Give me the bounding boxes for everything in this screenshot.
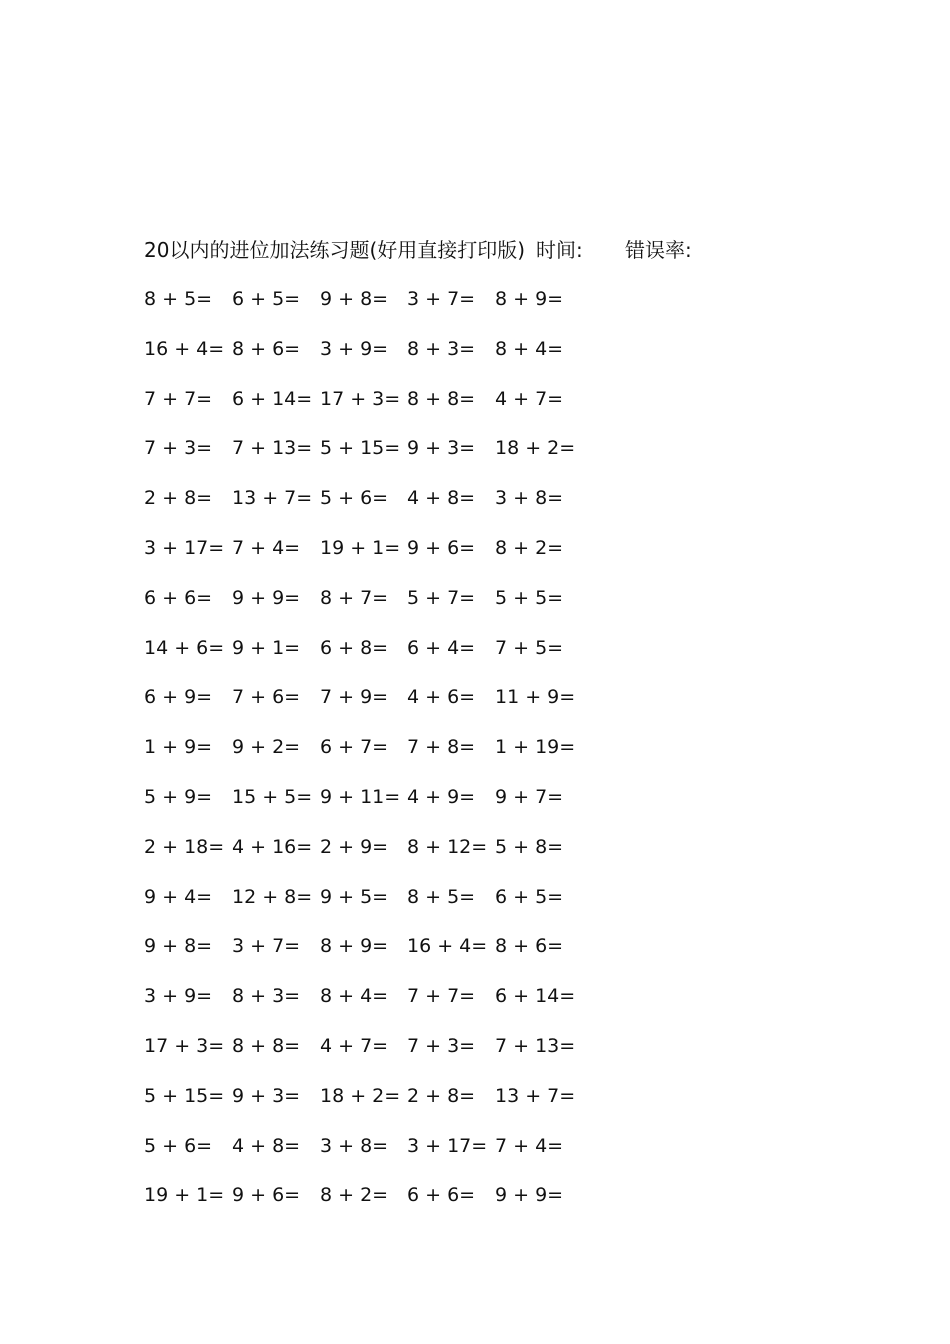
problem-item: 8 + 4=	[495, 337, 564, 360]
problem-row	[144, 1131, 624, 1181]
problem-item: 8 + 4=	[320, 985, 389, 1008]
problem-item: 6 + 9=	[144, 686, 213, 709]
problem-item: 6 + 5=	[495, 885, 564, 908]
problem-item: 18 + 2=	[320, 1084, 401, 1107]
problem-item: 2 + 18=	[144, 835, 225, 858]
problem-item: 9 + 1=	[232, 636, 301, 659]
problem-row	[144, 1081, 624, 1131]
problem-item: 17 + 3=	[320, 387, 401, 410]
problem-item: 2 + 9=	[320, 835, 389, 858]
problem-item: 5 + 7=	[407, 586, 476, 609]
problem-row	[144, 633, 624, 683]
problem-item: 7 + 5=	[495, 636, 564, 659]
problem-item: 1 + 19=	[495, 736, 576, 759]
problem-item: 4 + 7=	[320, 1034, 389, 1057]
problem-item: 9 + 6=	[232, 1184, 301, 1207]
problem-item: 15 + 5=	[232, 785, 313, 808]
problem-item: 8 + 6=	[232, 337, 301, 360]
problem-item: 19 + 1=	[144, 1184, 225, 1207]
problem-item: 4 + 7=	[495, 387, 564, 410]
problem-item: 9 + 9=	[232, 586, 301, 609]
error-rate-label: 错误率:	[625, 238, 692, 262]
problem-row	[144, 284, 624, 334]
time-label: 时间:	[536, 238, 583, 262]
problem-item: 7 + 7=	[407, 985, 476, 1008]
problem-item: 7 + 7=	[144, 387, 213, 410]
problem-row	[144, 1031, 624, 1081]
problem-item: 6 + 5=	[232, 288, 301, 310]
problem-item: 4 + 6=	[407, 686, 476, 709]
problem-item: 5 + 6=	[144, 1134, 213, 1157]
problem-item: 12 + 8=	[232, 885, 313, 908]
problem-item: 5 + 15=	[320, 437, 401, 460]
problem-row	[144, 483, 624, 533]
problem-row	[144, 433, 624, 483]
problem-row	[144, 682, 624, 732]
problem-item: 3 + 8=	[495, 487, 564, 510]
problem-item: 13 + 7=	[232, 487, 313, 510]
problem-item: 6 + 8=	[320, 636, 389, 659]
problem-item: 7 + 6=	[232, 686, 301, 709]
problem-row	[144, 882, 624, 932]
problem-item: 4 + 8=	[232, 1134, 301, 1157]
problem-item: 13 + 7=	[495, 1084, 576, 1107]
problem-item: 8 + 8=	[407, 387, 476, 410]
problem-item: 4 + 16=	[232, 835, 313, 858]
problem-row	[144, 981, 624, 1031]
problem-item: 3 + 17=	[144, 536, 225, 559]
problem-row	[144, 782, 624, 832]
problem-item: 14 + 6=	[144, 636, 225, 659]
problem-item: 8 + 2=	[495, 536, 564, 559]
problem-item: 7 + 13=	[232, 437, 313, 460]
problem-item: 9 + 7=	[495, 785, 564, 808]
problem-item: 4 + 9=	[407, 785, 476, 808]
problem-item: 3 + 7=	[407, 288, 476, 310]
problem-item: 7 + 13=	[495, 1034, 576, 1057]
problem-item: 9 + 3=	[407, 437, 476, 460]
problem-row	[144, 533, 624, 583]
problem-item: 8 + 2=	[320, 1184, 389, 1207]
problem-item: 9 + 6=	[407, 536, 476, 559]
problem-item: 5 + 8=	[495, 835, 564, 858]
problem-item: 19 + 1=	[320, 536, 401, 559]
problem-grid	[144, 284, 624, 1230]
problem-item: 9 + 9=	[495, 1184, 564, 1207]
problem-row	[144, 583, 624, 633]
problem-item: 6 + 14=	[232, 387, 313, 410]
problem-item: 7 + 8=	[407, 736, 476, 759]
problem-item: 8 + 3=	[232, 985, 301, 1008]
problem-item: 7 + 9=	[320, 686, 389, 709]
problem-item: 7 + 4=	[495, 1134, 564, 1157]
worksheet-title: 20以内的进位加法练习题(好用直接打印版)	[144, 238, 526, 262]
problem-item: 2 + 8=	[407, 1084, 476, 1107]
problem-item: 5 + 15=	[144, 1084, 225, 1107]
problem-item: 6 + 6=	[144, 586, 213, 609]
problem-item: 8 + 5=	[144, 288, 213, 310]
problem-item: 8 + 6=	[495, 935, 564, 958]
problem-item: 8 + 3=	[407, 337, 476, 360]
problem-item: 8 + 9=	[320, 935, 389, 958]
problem-item: 9 + 2=	[232, 736, 301, 759]
problem-item: 3 + 7=	[232, 935, 301, 958]
problem-item: 9 + 11=	[320, 785, 401, 808]
problem-row	[144, 732, 624, 782]
problem-item: 9 + 8=	[144, 935, 213, 958]
problem-item: 9 + 8=	[320, 288, 389, 310]
problem-item: 6 + 6=	[407, 1184, 476, 1207]
problem-item: 6 + 7=	[320, 736, 389, 759]
problem-item: 9 + 5=	[320, 885, 389, 908]
problem-item: 2 + 8=	[144, 487, 213, 510]
problem-item: 5 + 6=	[320, 487, 389, 510]
problem-row	[144, 334, 624, 384]
problem-item: 6 + 14=	[495, 985, 576, 1008]
problem-item: 7 + 4=	[232, 536, 301, 559]
problem-item: 7 + 3=	[407, 1034, 476, 1057]
problem-row	[144, 1180, 624, 1230]
problem-item: 7 + 3=	[144, 437, 213, 460]
problem-item: 8 + 12=	[407, 835, 488, 858]
problem-item: 3 + 8=	[320, 1134, 389, 1157]
problem-item: 11 + 9=	[495, 686, 576, 709]
problem-item: 8 + 7=	[320, 586, 389, 609]
problem-item: 3 + 17=	[407, 1134, 488, 1157]
problem-item: 3 + 9=	[144, 985, 213, 1008]
problem-item: 8 + 9=	[495, 288, 564, 310]
problem-item: 6 + 4=	[407, 636, 476, 659]
worksheet-header	[144, 234, 692, 266]
problem-item: 18 + 2=	[495, 437, 576, 460]
problem-row	[144, 931, 624, 981]
problem-row	[144, 832, 624, 882]
problem-item: 16 + 4=	[144, 337, 225, 360]
problem-item: 1 + 9=	[144, 736, 213, 759]
problem-item: 16 + 4=	[407, 935, 488, 958]
problem-item: 4 + 8=	[407, 487, 476, 510]
problem-item: 5 + 5=	[495, 586, 564, 609]
problem-item: 9 + 3=	[232, 1084, 301, 1107]
problem-item: 8 + 8=	[232, 1034, 301, 1057]
problem-item: 17 + 3=	[144, 1034, 225, 1057]
problem-item: 9 + 4=	[144, 885, 213, 908]
problem-item: 8 + 5=	[407, 885, 476, 908]
problem-row	[144, 384, 624, 434]
problem-item: 5 + 9=	[144, 785, 213, 808]
problem-item: 3 + 9=	[320, 337, 389, 360]
